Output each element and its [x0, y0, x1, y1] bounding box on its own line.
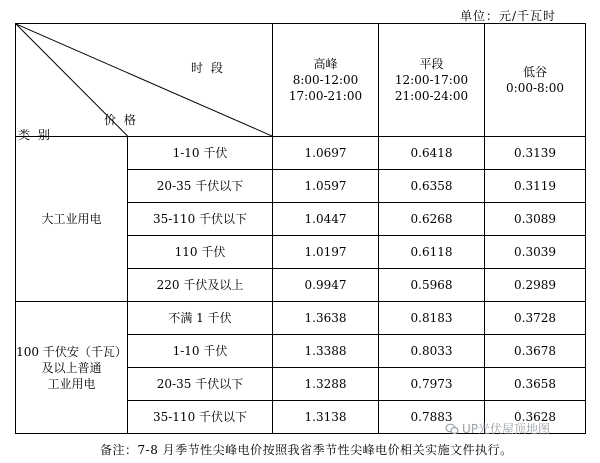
flat-price-cell: 0.5968: [379, 269, 485, 302]
header-time-period: 时 段: [191, 61, 225, 75]
valley-name: 低谷: [522, 65, 547, 79]
watermark: [445, 420, 550, 437]
peak-price-cell: 1.3288: [273, 368, 379, 401]
flat-price-cell: 0.7883: [379, 401, 485, 434]
table-header-row: [16, 24, 586, 137]
footnote: 备注：7-8 月季节性尖峰电价按照我省季节性尖峰电价相关实施文件执行。: [100, 443, 513, 457]
flat-price-cell: 0.7973: [379, 368, 485, 401]
voltage-cell: 20-35 千伏以下: [128, 368, 273, 401]
flat-range-2: 21:00-24:00: [394, 89, 469, 103]
category-line: 及以上普通: [41, 360, 102, 375]
voltage-cell: 110 千伏: [128, 236, 273, 269]
header-price: 价 格: [104, 113, 138, 127]
table-row: [16, 137, 586, 170]
voltage-cell: 1-10 千伏: [128, 137, 273, 170]
valley-price-cell: 0.3039: [485, 236, 586, 269]
diagonal-lines: [16, 24, 272, 136]
voltage-cell: 220 千伏及以上: [128, 269, 273, 302]
peak-price-cell: 0.9947: [273, 269, 379, 302]
table-row: [16, 302, 586, 335]
flat-range-1: 12:00-17:00: [394, 73, 469, 87]
voltage-cell: 20-35 千伏以下: [128, 170, 273, 203]
category-line: 工业用电: [47, 376, 96, 391]
voltage-cell: 35-110 千伏以下: [128, 401, 273, 434]
chat-bubble-icon: [445, 422, 459, 436]
voltage-cell: 不满 1 千伏: [128, 302, 273, 335]
peak-price-cell: 1.3138: [273, 401, 379, 434]
peak-range-2: 17:00-21:00: [288, 89, 363, 103]
flat-price-cell: 0.6358: [379, 170, 485, 203]
valley-price-cell: 0.3139: [485, 137, 586, 170]
header-peak: [273, 24, 379, 137]
flat-price-cell: 0.6118: [379, 236, 485, 269]
peak-price-cell: 1.0597: [273, 170, 379, 203]
valley-price-cell: 0.3728: [485, 302, 586, 335]
header-category: 类 别: [18, 128, 52, 142]
peak-price-cell: 1.0697: [273, 137, 379, 170]
valley-price-cell: 0.3678: [485, 335, 586, 368]
flat-price-cell: 0.8033: [379, 335, 485, 368]
flat-name: 平段: [419, 57, 444, 71]
valley-price-cell: 0.3089: [485, 203, 586, 236]
valley-range-1: 0:00-8:00: [506, 81, 564, 95]
category-line: 100 千伏安（千瓦）: [16, 344, 127, 359]
peak-price-cell: 1.0447: [273, 203, 379, 236]
valley-price-cell: 0.3658: [485, 368, 586, 401]
electricity-price-table: [15, 23, 586, 434]
valley-price-cell: 0.3119: [485, 170, 586, 203]
header-valley: [485, 24, 586, 137]
peak-price-cell: 1.3638: [273, 302, 379, 335]
header-flat: [379, 24, 485, 137]
flat-price-cell: 0.6418: [379, 137, 485, 170]
flat-price-cell: 0.8183: [379, 302, 485, 335]
unit-label: 单位：元/千瓦时: [459, 9, 556, 23]
flat-price-cell: 0.6268: [379, 203, 485, 236]
peak-price-cell: 1.3388: [273, 335, 379, 368]
voltage-cell: 1-10 千伏: [128, 335, 273, 368]
category-large-industry: 大工业用电: [16, 137, 128, 302]
voltage-cell: 35-110 千伏以下: [128, 203, 273, 236]
watermark-text: UP光伏屋顶地图: [462, 422, 551, 436]
peak-price-cell: 1.0197: [273, 236, 379, 269]
diagonal-header-cell: [16, 24, 273, 142]
valley-price-cell: 0.2989: [485, 269, 586, 302]
category-general-industry: [16, 302, 128, 434]
valley-price-cell: 0.3628: [485, 401, 586, 434]
peak-range-1: 8:00-12:00: [292, 73, 359, 87]
peak-name: 高峰: [313, 57, 338, 71]
